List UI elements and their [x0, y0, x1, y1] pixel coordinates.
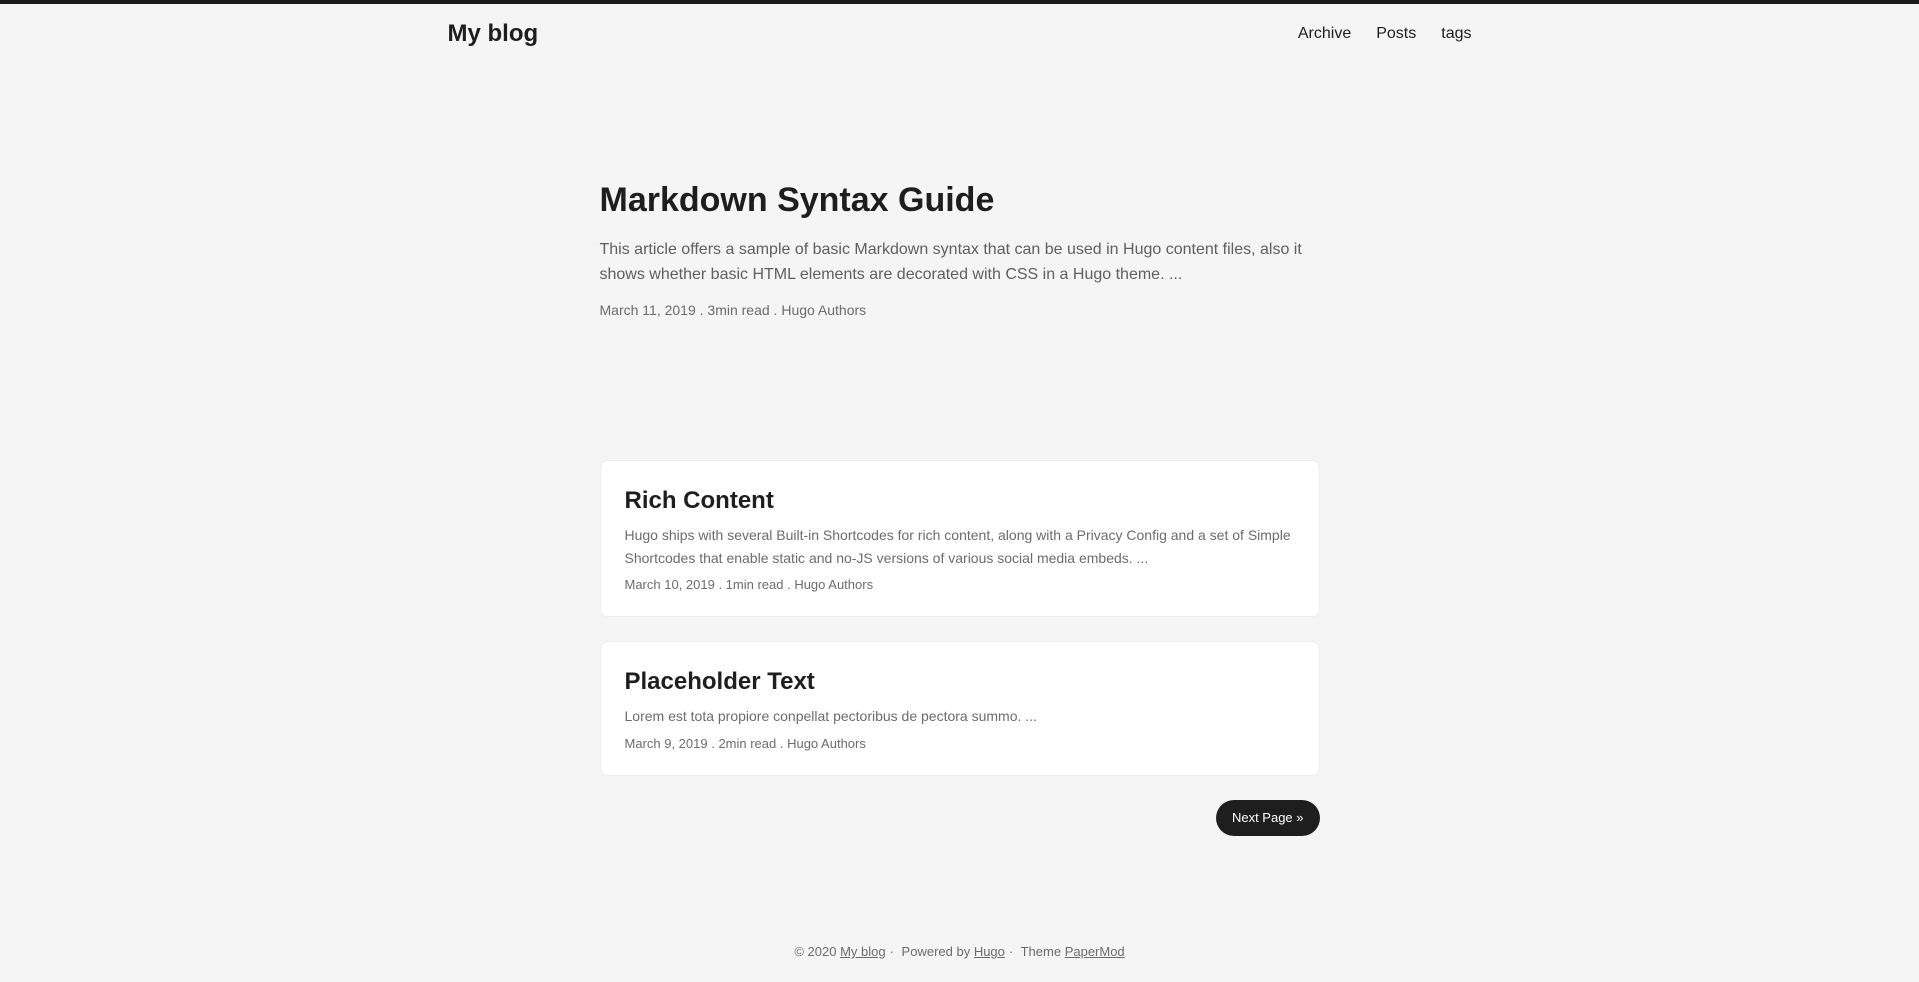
nav-item-tags — [1441, 25, 1471, 43]
nav-item-posts — [1376, 25, 1416, 43]
nav-link-archive[interactable]: Archive — [1297, 25, 1352, 42]
footer-separator: · — [889, 944, 894, 959]
first-entry-header — [600, 178, 1320, 222]
post-title: Placeholder Text — [624, 667, 815, 695]
footer-separator: · — [1008, 944, 1014, 959]
first-entry-title: Markdown Syntax Guide — [599, 181, 995, 220]
footer-hugo-link[interactable]: Hugo — [973, 944, 1005, 959]
post-card-rich-content[interactable] — [600, 460, 1320, 617]
site-header — [0, 4, 1919, 64]
post-description: Hugo ships with several Built-in Shortcodes for rich content, along with a Privacy Config and a set of Simple Shortcodes that enable static and no-JS versions of various social media embeds. ... — [624, 527, 1291, 566]
first-entry-card[interactable] — [600, 88, 1320, 408]
post-entry-header — [625, 666, 1295, 697]
post-meta: March 9, 2019 . 2min read . Hugo Authors — [624, 735, 866, 751]
post-card-placeholder-text[interactable] — [600, 641, 1320, 776]
post-entry-header — [625, 485, 1295, 516]
footer-powered-by: Powered by — [897, 944, 974, 959]
footer-theme-label: Theme — [1017, 944, 1065, 959]
site-logo-link[interactable]: My blog — [447, 20, 539, 47]
next-page-button[interactable]: Next Page » — [1216, 800, 1320, 836]
nav-item-archive — [1298, 25, 1351, 43]
first-entry-description: This article offers a sample of basic Markdown syntax that can be used in Hugo content files, also it shows whether basic HTML elements are decorated with CSS in a Hugo theme. ... — [599, 240, 1302, 284]
footer-copyright: © 2020 — [794, 944, 841, 959]
nav-menu — [1273, 25, 1472, 43]
main-content — [586, 64, 1334, 922]
post-description: Lorem est tota propiore conpellat pectoribus de pectora summo. ... — [624, 708, 1037, 725]
nav-link-posts[interactable]: Posts — [1376, 25, 1417, 42]
nav-link-tags[interactable]: tags — [1441, 25, 1472, 42]
site-logo — [448, 20, 539, 48]
post-title: Rich Content — [624, 487, 774, 514]
main-nav — [434, 4, 1486, 64]
first-entry-meta: March 11, 2019 . 3min read . Hugo Authors — [599, 301, 867, 318]
footer-papermod-link[interactable]: PaperMod — [1064, 944, 1125, 959]
site-footer — [0, 922, 1919, 982]
post-meta: March 10, 2019 . 1min read . Hugo Authors — [624, 576, 874, 592]
pagination — [600, 800, 1320, 836]
footer-site-link[interactable]: My blog — [840, 944, 886, 959]
